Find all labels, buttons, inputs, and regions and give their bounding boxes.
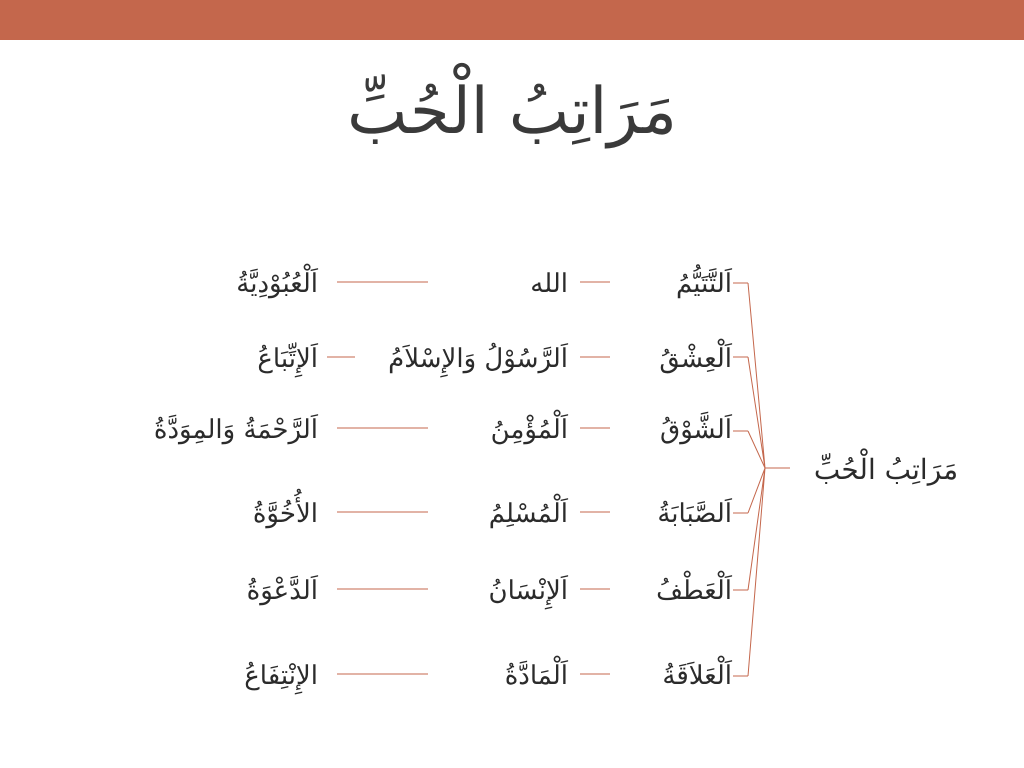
stage-label: اَلْعَطْفُ <box>656 576 732 606</box>
object-label: اَلإِنْسَانُ <box>488 576 568 606</box>
slide-title: مَرَاتِبُ الْحُبِّ <box>347 75 677 149</box>
diagram-root-label: مَرَاتِبُ الْحُبِّ <box>813 453 959 486</box>
object-label: اَلْمَادَّةُ <box>504 661 568 691</box>
stage-label: اَلْعَلاَقَةُ <box>662 661 732 691</box>
result-label: اَلإِتِّبَاعُ <box>257 344 318 374</box>
object-label: اَلرَّسُوْلُ وَالإِسْلاَمُ <box>388 344 568 374</box>
result-label: الإِنْتِفَاعُ <box>244 661 318 691</box>
object-label: اَلْمُؤْمِنُ <box>490 415 568 445</box>
result-label: اَلْعُبُوْدِيَّةُ <box>236 269 318 299</box>
stage-label: اَلصَّبَابَةُ <box>657 499 732 529</box>
stage-label: اَلتَّتَيُّمُ <box>676 269 732 299</box>
stage-label: اَلشَّوْقُ <box>660 415 732 445</box>
object-label: الله <box>530 269 568 299</box>
result-label: اَلرَّحْمَةُ وَالمِوَدَّةُ <box>153 415 318 445</box>
stage-label: اَلْعِشْقُ <box>659 344 732 374</box>
result-label: اَلدَّعْوَةُ <box>246 576 318 606</box>
result-label: الأُخُوَّةُ <box>252 499 318 529</box>
bracket-connector <box>733 283 790 676</box>
object-label: اَلْمُسْلِمُ <box>488 499 568 529</box>
